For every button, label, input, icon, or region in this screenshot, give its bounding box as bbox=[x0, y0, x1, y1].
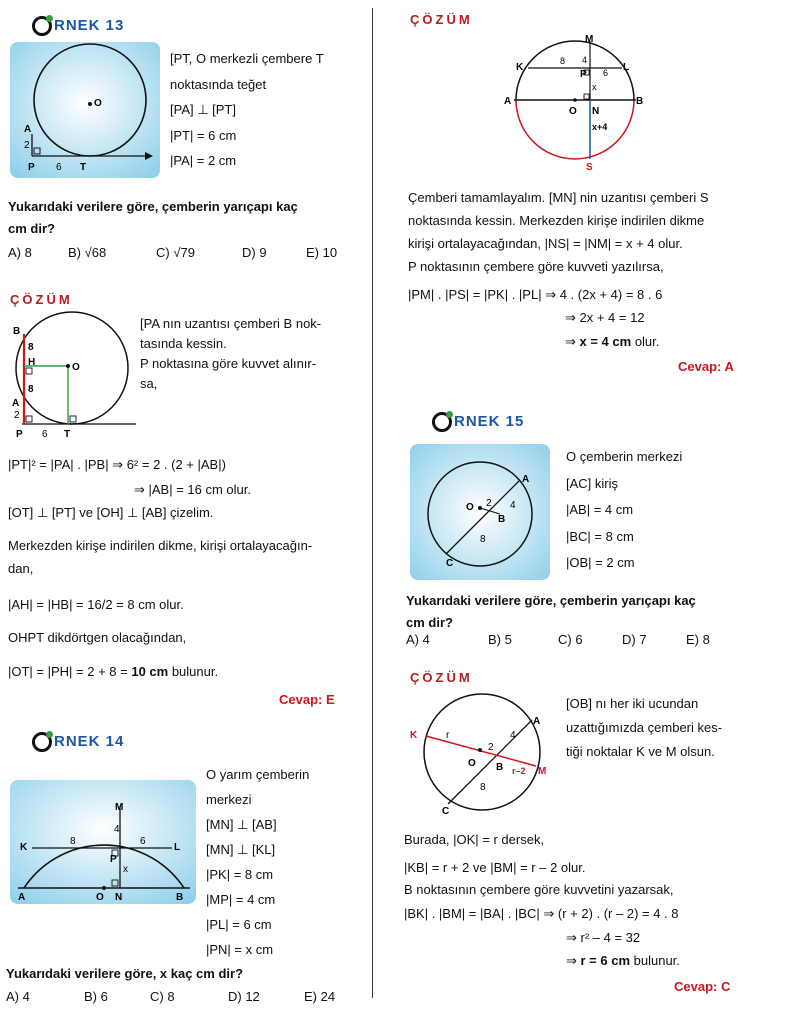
length-label: 4 bbox=[114, 824, 120, 835]
ornek-13-heading: RNEK 13 bbox=[32, 16, 124, 36]
given-line: [PA] ⊥ [PT] bbox=[170, 102, 236, 117]
cozum-13-text bbox=[140, 314, 321, 394]
text-line: [OB] nı her iki ucundan bbox=[566, 696, 699, 711]
equation: |BK| . |BM| = |BA| . |BC| ⇒ (r + 2) . (r – 2) = 4 . 8 bbox=[404, 906, 679, 921]
length-label: 6 bbox=[140, 836, 146, 847]
ornek-15-heading: RNEK 15 bbox=[432, 412, 524, 432]
given-line: |AB| = 4 cm bbox=[566, 502, 634, 517]
text-line: noktasında kessin. Merkezden kirişe indirilen dikme bbox=[408, 213, 705, 228]
point-t-label: T bbox=[80, 162, 87, 173]
ornek-14-figure bbox=[10, 780, 196, 904]
point-a-label: A bbox=[533, 716, 541, 727]
equation-part: bulunur. bbox=[168, 664, 219, 679]
point-b-label: B bbox=[496, 762, 504, 773]
given-line: O yarım çemberin bbox=[206, 767, 310, 782]
choice-b[interactable]: B) 5 bbox=[488, 632, 512, 647]
point-a-label: A bbox=[24, 124, 32, 135]
given-line: |BC| = 8 cm bbox=[566, 528, 634, 544]
cozum-13-figure bbox=[8, 310, 138, 440]
length-label: 8 bbox=[28, 342, 34, 353]
question-line: cm dir? bbox=[406, 615, 453, 630]
length-label: 8 bbox=[28, 384, 34, 395]
length-label: 2 bbox=[486, 498, 492, 509]
choice-c[interactable]: C) √79 bbox=[156, 245, 195, 260]
point-o-label: O bbox=[96, 892, 104, 903]
text-line: |KB| = r + 2 ve |BM| = r – 2 olur. bbox=[404, 860, 586, 875]
text-line: kirişi ortalayacağından, |NS| = |NM| = x + 4 olur. bbox=[408, 236, 683, 251]
equation-part: bulunur. bbox=[630, 953, 680, 968]
point-n-label: N bbox=[115, 892, 123, 903]
choice-d[interactable]: D) 9 bbox=[242, 245, 267, 260]
r-minus-2-label: r–2 bbox=[512, 766, 526, 776]
point-o-label: O bbox=[569, 106, 577, 117]
choice-b[interactable]: B) √68 bbox=[68, 245, 107, 260]
x4-label: x+4 bbox=[592, 122, 608, 132]
length-label: 6 bbox=[603, 68, 609, 78]
ornek-logo-icon bbox=[432, 412, 452, 432]
given-line: |OB| = 2 cm bbox=[566, 555, 635, 570]
choice-e[interactable]: E) 8 bbox=[686, 632, 710, 647]
point-m-label: M bbox=[585, 34, 594, 45]
given-line: |MP| = 4 cm bbox=[206, 892, 276, 907]
ornek-15-given bbox=[566, 444, 682, 577]
equation bbox=[566, 953, 680, 969]
ornek-13-figure bbox=[10, 42, 160, 178]
answer-label: Cevap: A bbox=[678, 359, 734, 374]
point-t-label: T bbox=[64, 429, 71, 440]
length-label: 8 bbox=[70, 836, 76, 847]
cozum-15-text bbox=[566, 692, 722, 764]
given-line: |PL| = 6 cm bbox=[206, 917, 272, 932]
choice-c[interactable]: C) 8 bbox=[150, 989, 175, 1004]
cozum-14-heading: ÇÖZÜM bbox=[410, 12, 473, 27]
point-o-label: O bbox=[468, 758, 476, 769]
text-line: [PA nın uzantısı çemberi B nok- bbox=[140, 316, 322, 331]
given-line: [PT, O merkezli çembere T bbox=[170, 51, 324, 66]
ornek-13-question bbox=[8, 196, 298, 240]
given-line: [MN] ⊥ [KL] bbox=[206, 842, 276, 857]
choice-a[interactable]: A) 8 bbox=[8, 245, 32, 260]
choice-d[interactable]: D) 12 bbox=[228, 989, 260, 1004]
result-value: 10 cm bbox=[131, 664, 169, 679]
choice-e[interactable]: E) 10 bbox=[306, 245, 338, 260]
equation-part: ⇒ bbox=[566, 953, 581, 968]
cozum-15-figure bbox=[404, 686, 554, 816]
given-line: |PK| = 8 cm bbox=[206, 867, 274, 882]
choice-a[interactable]: A) 4 bbox=[6, 989, 30, 1004]
text-line: Merkezden kirişe indirilen dikme, kirişi ortalayacağın- bbox=[8, 538, 313, 553]
point-c-label: C bbox=[442, 806, 450, 816]
ornek-15-choices bbox=[406, 632, 710, 647]
choice-b[interactable]: B) 6 bbox=[84, 989, 108, 1004]
text-line: OHPT dikdörtgen olacağından, bbox=[8, 630, 187, 645]
given-line: [AC] kiriş bbox=[566, 475, 618, 491]
equation: |AH| = |HB| = 16/2 = 8 cm olur. bbox=[8, 597, 184, 612]
point-o-label: O bbox=[94, 98, 102, 109]
question-line: Yukarıdaki verilere göre, çemberin yarıçapı kaç bbox=[8, 199, 298, 214]
text-line: P noktasına göre kuvvet alınır- bbox=[140, 356, 317, 371]
point-k-label: K bbox=[20, 842, 28, 853]
cozum-15-heading: ÇÖZÜM bbox=[410, 670, 473, 685]
point-h-label: H bbox=[28, 357, 36, 368]
point-m-label: M bbox=[115, 802, 124, 813]
x-label: x bbox=[592, 82, 597, 92]
cozum-14-text bbox=[408, 186, 709, 278]
text-line: B noktasının çembere göre kuvvetini yazarsak, bbox=[404, 882, 674, 897]
point-a-label: A bbox=[522, 474, 530, 485]
text-line: Çemberi tamamlayalım. [MN] nin uzantısı çemberi S bbox=[408, 190, 709, 205]
ornek-15-question bbox=[406, 590, 696, 634]
point-a-label: A bbox=[504, 96, 512, 107]
length-label: 8 bbox=[480, 782, 486, 793]
point-p-label: P bbox=[580, 69, 587, 80]
choice-c[interactable]: C) 6 bbox=[558, 632, 583, 647]
text-line: [OT] ⊥ [PT] ve [OH] ⊥ [AB] çizelim. bbox=[8, 505, 214, 520]
text-line: uzattığımızda çemberi kes- bbox=[566, 720, 723, 735]
length-label: 4 bbox=[510, 500, 516, 511]
point-b-label: B bbox=[498, 514, 506, 525]
length-label: 2 bbox=[488, 742, 494, 753]
equation: ⇒ 2x + 4 = 12 bbox=[565, 310, 645, 325]
point-b-label: B bbox=[636, 96, 644, 107]
point-b-label: B bbox=[176, 892, 184, 903]
point-o-label: O bbox=[466, 502, 474, 513]
point-l-label: L bbox=[174, 842, 181, 853]
result-value: x = 4 cm bbox=[579, 334, 632, 349]
equation: ⇒ |AB| = 16 cm olur. bbox=[134, 482, 251, 497]
text-line: P noktasının çembere göre kuvveti yazılırsa, bbox=[408, 259, 664, 274]
equation bbox=[565, 334, 659, 350]
r-label: r bbox=[446, 730, 450, 741]
given-line: O çemberin merkezi bbox=[566, 449, 683, 464]
text-line: tiği noktalar K ve M olsun. bbox=[566, 744, 715, 759]
equation: ⇒ r² – 4 = 32 bbox=[566, 930, 641, 945]
length-label: 2 bbox=[14, 410, 20, 421]
equation-part: |OT| = |PH| = 2 + 8 = bbox=[8, 664, 132, 679]
ornek-logo-icon bbox=[32, 16, 52, 36]
equation: |PM| . |PS| = |PK| . |PL| ⇒ 4 . (2x + 4) = 8 . 6 bbox=[408, 287, 663, 302]
point-p-label: P bbox=[16, 429, 23, 440]
ornek-13-given bbox=[170, 46, 324, 174]
given-line: |PA| = 2 cm bbox=[170, 153, 237, 168]
cozum-13-heading: ÇÖZÜM bbox=[10, 292, 73, 307]
ornek-15-figure bbox=[410, 444, 550, 580]
given-line: noktasında teğet bbox=[170, 76, 267, 92]
given-line: |PT| = 6 cm bbox=[170, 127, 237, 143]
point-s-label: S bbox=[586, 162, 593, 172]
column-divider bbox=[372, 8, 373, 998]
point-k-label: K bbox=[410, 730, 418, 741]
point-p-label: P bbox=[110, 854, 117, 865]
text-line: sa, bbox=[140, 376, 158, 391]
equation: |PT|² = |PA| . |PB| ⇒ 6² = 2 . (2 + |AB|) bbox=[8, 457, 226, 472]
equation-part: ⇒ bbox=[565, 334, 580, 349]
length-label: 6 bbox=[56, 162, 62, 173]
ornek-14-question: Yukarıdaki verilere göre, x kaç cm dir? bbox=[6, 966, 244, 981]
cozum-14-figure bbox=[500, 30, 650, 172]
ornek-14-choices bbox=[6, 989, 335, 1004]
length-label: 2 bbox=[24, 140, 30, 151]
point-m-label: M bbox=[538, 766, 547, 777]
point-l-label: L bbox=[623, 62, 630, 73]
point-a-label: A bbox=[18, 892, 26, 903]
result-value: r = 6 cm bbox=[580, 953, 631, 968]
point-n-label: N bbox=[592, 106, 600, 117]
length-label: 4 bbox=[510, 730, 516, 741]
answer-label: Cevap: C bbox=[674, 979, 731, 994]
given-line: |PN| = x cm bbox=[206, 942, 274, 957]
length-label: 8 bbox=[560, 56, 566, 66]
point-a-label: A bbox=[12, 398, 20, 409]
choice-e[interactable]: E) 24 bbox=[304, 989, 336, 1004]
text-line: Burada, |OK| = r dersek, bbox=[404, 832, 545, 847]
ornek-14-given bbox=[206, 762, 309, 962]
choice-a[interactable]: A) 4 bbox=[406, 632, 430, 647]
length-label: 6 bbox=[42, 429, 48, 440]
equation-part: olur. bbox=[631, 334, 660, 349]
ornek-13-choices bbox=[8, 245, 337, 260]
point-o-label: O bbox=[72, 362, 80, 373]
text-line: tasında kessin. bbox=[140, 336, 227, 351]
point-p-label: P bbox=[28, 162, 35, 173]
ornek-logo-icon bbox=[32, 732, 52, 752]
point-c-label: C bbox=[446, 558, 454, 569]
equation bbox=[8, 664, 218, 679]
length-label: 8 bbox=[480, 534, 486, 545]
answer-label: Cevap: E bbox=[279, 692, 335, 707]
question-line: cm dir? bbox=[8, 221, 55, 236]
text-line: dan, bbox=[8, 561, 34, 576]
point-b-label: B bbox=[13, 326, 21, 337]
choice-d[interactable]: D) 7 bbox=[622, 632, 647, 647]
x-label: x bbox=[123, 864, 128, 875]
length-label: 4 bbox=[582, 55, 588, 65]
given-line: [MN] ⊥ [AB] bbox=[206, 817, 277, 832]
question-line: Yukarıdaki verilere göre, çemberin yarıçapı kaç bbox=[406, 593, 696, 608]
point-k-label: K bbox=[516, 62, 524, 73]
given-line: merkezi bbox=[206, 792, 252, 807]
ornek-14-heading: RNEK 14 bbox=[32, 732, 124, 752]
